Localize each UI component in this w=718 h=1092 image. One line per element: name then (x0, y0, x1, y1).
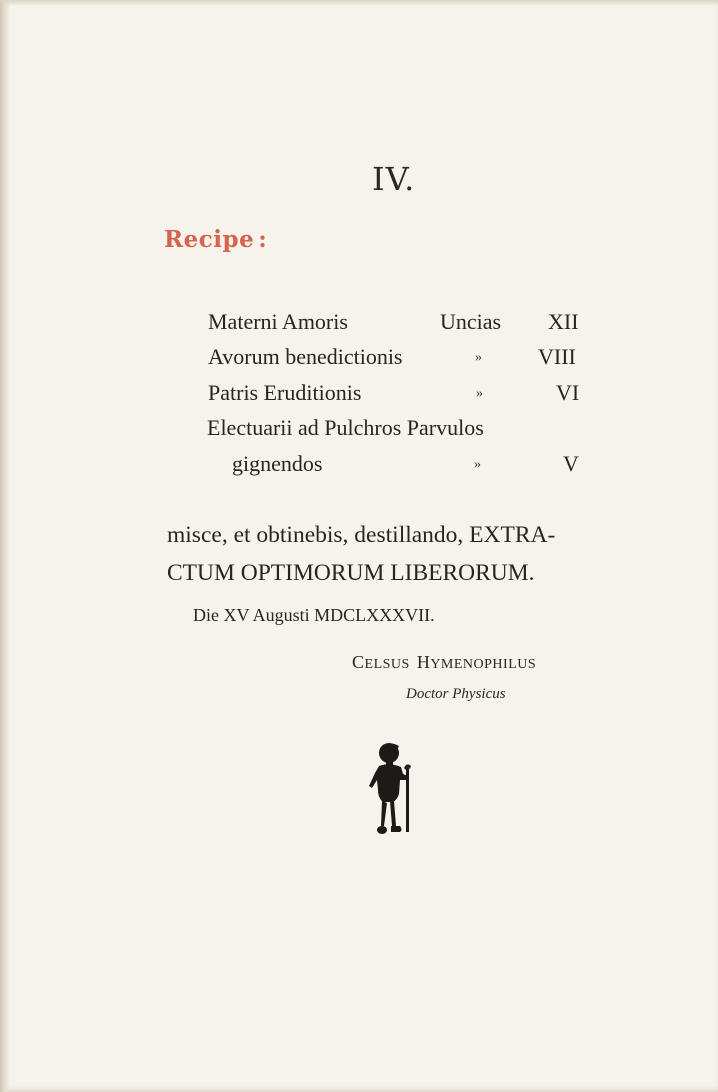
ingredient-name: Electuarii ad Pulchros Parvulos (207, 415, 484, 440)
signature-smallcaps: ELSUS (364, 657, 410, 672)
ingredient-name: Materni Amoris (208, 309, 348, 334)
recipe-label: Recipe (164, 226, 255, 253)
ingredient-quantity: XII (548, 309, 579, 334)
page-edge-top (0, 0, 718, 6)
ingredient-unit: Uncias (440, 309, 502, 334)
ditto-mark: » (474, 457, 481, 472)
recipe-colon: : (258, 226, 268, 253)
ingredient-quantity: VI (556, 380, 580, 405)
signature-initial: C (352, 652, 365, 672)
ingredient-quantity: VIII (538, 344, 576, 369)
signature-title: Doctor Physicus (406, 686, 506, 702)
signature-smallcaps: YMENOPHILUS (430, 657, 537, 672)
ingredient-quantity: V (563, 451, 579, 476)
ingredient-continuation: gignendos (232, 451, 323, 476)
section-numeral: IV. (372, 160, 416, 198)
ingredient-name: Avorum benedictionis (208, 344, 403, 369)
ingredient-name: Patris Eruditionis (208, 380, 362, 405)
ditto-mark: » (475, 350, 482, 365)
signature-initial: H (416, 652, 431, 672)
recipe-heading (164, 226, 267, 253)
instruction-line: misce, et obtinebis, destillando, EXTRA- (167, 522, 556, 548)
signature-name (352, 652, 536, 673)
page-edge-left (0, 0, 10, 1092)
instruction-line: CTUM OPTIMORUM LIBERORUM. (167, 560, 535, 586)
ditto-mark: » (476, 386, 483, 401)
date-line: Die XV Augusti MDCLXXXVII. (193, 605, 435, 625)
child-with-cane-icon (366, 740, 416, 844)
